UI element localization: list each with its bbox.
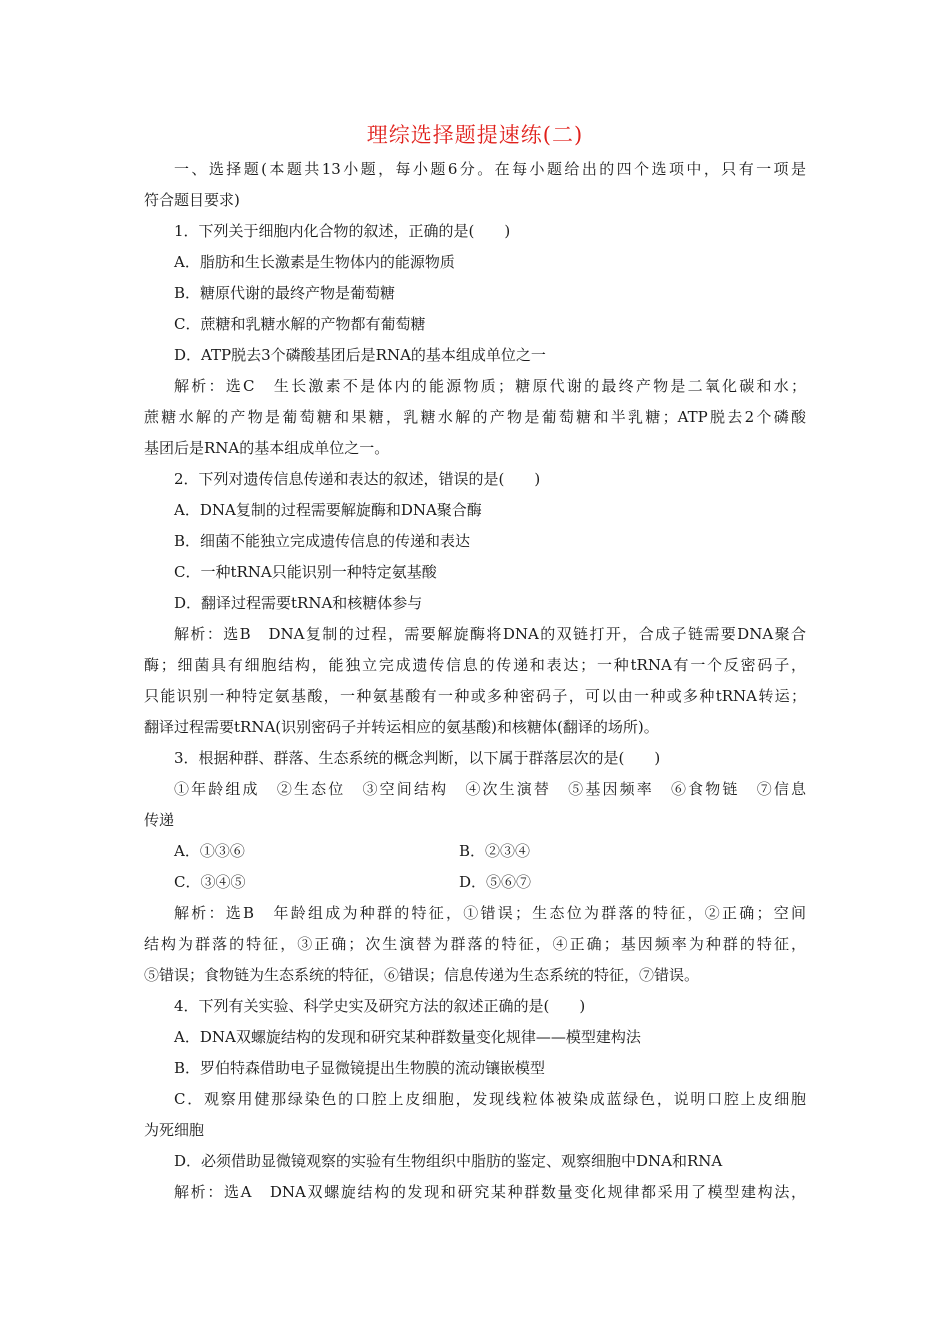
question-4-option-a: A．DNA双螺旋结构的发现和研究某种群数量变化规律——模型建构法 [174, 1028, 641, 1046]
question-3-analysis-line-2: 结构为群落的特征，③正确；次生演替为群落的特征，④正确；基因频率为种群的特征， [144, 935, 806, 953]
question-1-analysis-line-1: 解析：选C 生长激素不是体内的能源物质；糖原代谢的最终产物是二氧化碳和水； [174, 377, 806, 395]
question-2-option-b: B．细菌不能独立完成遗传信息的传递和表达 [174, 532, 471, 550]
question-3-analysis-line-1: 解析：选B 年龄组成为种群的特征，①错误；生态位为群落的特征，②正确；空间 [174, 904, 806, 922]
question-3-option-a: A．①③⑥ [174, 842, 245, 860]
question-2-stem: 2．下列对遗传信息传递和表达的叙述，错误的是( ) [174, 470, 541, 488]
question-2-analysis-line-3: 只能识别一种特定氨基酸，一种氨基酸有一种或多种密码子，可以由一种或多种tRNA转运； [144, 687, 806, 705]
question-3-options-row-1 [144, 836, 806, 867]
question-3-option-c: C．③④⑤ [174, 873, 246, 891]
question-4-option-d: D．必须借助显微镜观察的实验有生物组织中脂肪的鉴定、观察细胞中DNA和RNA [174, 1152, 723, 1170]
section-heading-line-2: 符合题目要求) [144, 191, 240, 209]
question-2-option-d: D．翻译过程需要tRNA和核糖体参与 [174, 594, 423, 612]
question-2-option-c: C．一种tRNA只能识别一种特定氨基酸 [174, 563, 437, 581]
question-4-stem: 4．下列有关实验、科学史实及研究方法的叙述正确的是( ) [174, 997, 586, 1015]
question-3-options-row-2 [144, 867, 806, 898]
question-4-analysis-line-1: 解析：选A DNA双螺旋结构的发现和研究某种群数量变化规律都采用了模型建构法， [174, 1183, 806, 1201]
question-2-option-a: A．DNA复制的过程需要解旋酶和DNA聚合酶 [174, 501, 482, 519]
question-2-analysis-line-1: 解析：选B DNA复制的过程，需要解旋酶将DNA的双链打开，合成子链需要DNA聚合 [174, 625, 806, 643]
question-2-analysis-line-2: 酶；细菌具有细胞结构，能独立完成遗传信息的传递和表达；一种tRNA有一个反密码子， [144, 656, 806, 674]
question-1-option-d: D．ATP脱去3个磷酸基团后是RNA的基本组成单位之一 [174, 346, 546, 364]
question-2-analysis-line-4: 翻译过程需要tRNA(识别密码子并转运相应的氨基酸)和核糖体(翻译的场所)。 [144, 718, 659, 736]
question-1-analysis-line-2: 蔗糖水解的产物是葡萄糖和果糖，乳糖水解的产物是葡萄糖和半乳糖；ATP脱去2个磷酸 [144, 408, 806, 426]
question-3-option-b: B．②③④ [459, 842, 531, 860]
question-4-option-c-line-1: C．观察用健那绿染色的口腔上皮细胞，发现线粒体被染成蓝绿色，说明口腔上皮细胞 [174, 1090, 806, 1108]
question-3-items-line-2: 传递 [144, 811, 175, 829]
question-3-items-line-1: ①年龄组成 ②生态位 ③空间结构 ④次生演替 ⑤基因频率 ⑥食物链 ⑦信息 [174, 780, 806, 798]
question-1-option-a: A．脂肪和生长激素是生物体内的能源物质 [174, 253, 455, 271]
question-1-option-c: C．蔗糖和乳糖水解的产物都有葡萄糖 [174, 315, 426, 333]
document-body [144, 154, 806, 1208]
question-1-stem: 1．下列关于细胞内化合物的叙述，正确的是( ) [174, 222, 511, 240]
question-3-analysis-line-3: ⑤错误；食物链为生态系统的特征，⑥错误；信息传递为生态系统的特征，⑦错误。 [144, 966, 700, 984]
question-1-analysis-line-3: 基团后是RNA的基本组成单位之一。 [144, 439, 390, 457]
question-4-option-b: B．罗伯特森借助电子显微镜提出生物膜的流动镶嵌模型 [174, 1059, 546, 1077]
question-4-option-c-line-2: 为死细胞 [144, 1121, 205, 1139]
section-heading-line-1: 一、选择题(本题共13小题，每小题6分。在每小题给出的四个选项中，只有一项是 [174, 160, 806, 178]
question-1-option-b: B．糖原代谢的最终产物是葡萄糖 [174, 284, 396, 302]
question-3-option-d: D．⑤⑥⑦ [459, 873, 532, 891]
question-3-stem: 3．根据种群、群落、生态系统的概念判断，以下属于群落层次的是( ) [174, 749, 661, 767]
page-title: 理综选择题提速练(二) [366, 123, 584, 147]
